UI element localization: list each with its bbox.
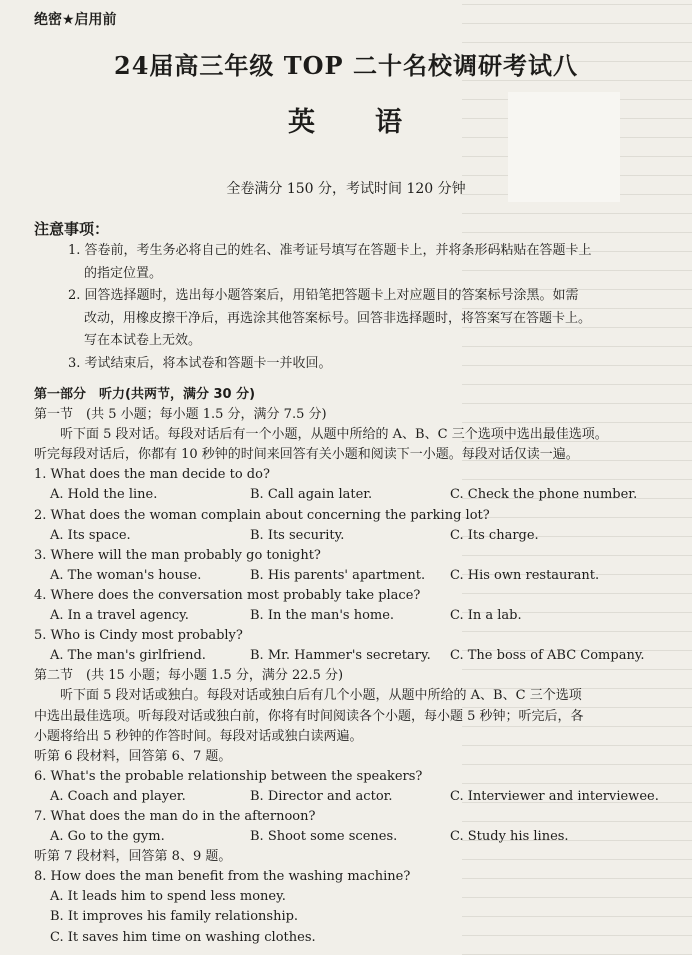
question-3: 3. Where will the man probably go tonight? <box>34 547 321 563</box>
material-6-label: 听第 6 段材料，回答第 6、7 题。 <box>34 748 232 764</box>
section1-heading: 第一节 (共 5 小题；每小题 1.5 分，满分 7.5 分) <box>34 407 327 423</box>
secret-label: 绝密★启用前 <box>34 12 117 28</box>
option-c: C. His own restaurant. <box>450 567 600 583</box>
option-a: A. Go to the gym. <box>50 829 165 845</box>
option-a: A. Its space. <box>50 527 131 543</box>
section1-instructions-cont: 听完每段对话后，你都有 10 秒钟的时间来回答有关小题和阅读下一小题。每段对话仅读一遍。 <box>34 447 579 463</box>
option-c: C. Check the phone number. <box>450 487 638 503</box>
option-b: B. Director and actor. <box>250 788 393 804</box>
question-8-option-a: A. It leads him to spend less money. <box>50 889 286 905</box>
notice-line: 的指定位置。 <box>84 265 163 281</box>
exam-title: 24届高三年级 TOP 二十名校调研考试八 <box>114 51 578 80</box>
question-4: 4. Where does the conversation most probably take place? <box>34 587 421 603</box>
question-8: 8. How does the man benefit from the washing machine? <box>34 869 411 885</box>
option-b: B. Mr. Hammer's secretary. <box>250 648 431 664</box>
option-b: B. Its security. <box>250 527 345 543</box>
question-2-options <box>34 526 664 546</box>
notice-line: 3. 考试结束后，将本试卷和答题卡一并收回。 <box>68 355 332 371</box>
option-a: A. The man's girlfriend. <box>50 648 206 664</box>
option-b: B. His parents' apartment. <box>250 567 426 583</box>
question-6-options <box>34 787 664 807</box>
option-b: B. Call again later. <box>250 487 373 503</box>
section2-heading: 第二节 (共 15 小题；每小题 1.5 分，满分 22.5 分) <box>34 668 344 684</box>
question-3-options <box>34 566 664 586</box>
notice-line: 2. 回答选择题时，选出每小题答案后，用铅笔把答题卡上对应题目的答案标号涂黑。如需 <box>68 288 579 303</box>
question-2: 2. What does the woman complain about concerning the parking lot? <box>34 507 490 523</box>
question-1-options <box>34 485 664 505</box>
question-7-options <box>34 827 664 847</box>
option-c: C. Study his lines. <box>450 829 569 845</box>
notice-list <box>68 240 668 375</box>
question-5-options <box>34 646 664 666</box>
listening-part <box>34 385 664 948</box>
notice-heading: 注意事项： <box>34 220 110 238</box>
option-b: B. In the man's home. <box>250 608 395 624</box>
question-8-option-b: B. It improves his family relationship. <box>50 909 299 925</box>
notice-line: 改动，用橡皮擦干净后，再选涂其他答案标号。回答非选择题时，将答案写在答题卡上。 <box>84 310 592 326</box>
option-c: C. The boss of ABC Company. <box>450 648 645 664</box>
option-a: A. Coach and player. <box>50 788 186 804</box>
option-c: C. Its charge. <box>450 527 539 543</box>
option-a: A. Hold the line. <box>50 487 158 503</box>
section2-instructions-end: 小题将给出 5 秒钟的作答时间。每段对话或独白读两遍。 <box>34 728 363 744</box>
section1-instructions: 听下面 5 段对话。每段对话后有一个小题，从题中所给的 A、B、C 三个选项中选出最佳选项。 <box>60 427 608 443</box>
section2-instructions-cont: 中选出最佳选项。听每段对话或独白前，你将有时间阅读各个小题，每小题 5 秒钟；听完后，各 <box>34 708 584 724</box>
score-line: 全卷满分 150 分，考试时间 120 分钟 <box>226 181 466 197</box>
section2-instructions: 听下面 5 段对话或独白。每段对话或独白后有几个小题，从题中所给的 A、B、C 三个选项 <box>60 688 582 704</box>
option-b: B. Shoot some scenes. <box>250 829 398 845</box>
option-a: A. The woman's house. <box>50 567 202 583</box>
notice-line: 1. 答卷前，考生务必将自己的姓名、准考证号填写在答题卡上，并将条形码粘贴在答题卡上 <box>68 243 592 258</box>
exam-subject: 英 语 <box>288 107 404 138</box>
material-7-label: 听第 7 段材料，回答第 8、9 题。 <box>34 849 232 865</box>
option-c: C. In a lab. <box>450 608 522 624</box>
option-a: A. In a travel agency. <box>50 608 189 624</box>
notice-line: 写在本试卷上无效。 <box>84 333 202 348</box>
question-8-option-c: C. It saves him time on washing clothes. <box>50 929 316 945</box>
question-1: 1. What does the man decide to do? <box>34 467 270 483</box>
part1-heading: 第一部分 听力(共两节，满分 30 分) <box>34 387 256 402</box>
question-4-options <box>34 606 664 626</box>
question-5: 5. Who is Cindy most probably? <box>34 628 243 644</box>
option-c: C. Interviewer and interviewee. <box>450 788 659 804</box>
question-7: 7. What does the man do in the afternoon? <box>34 808 316 824</box>
question-6: 6. What's the probable relationship between the speakers? <box>34 768 423 784</box>
